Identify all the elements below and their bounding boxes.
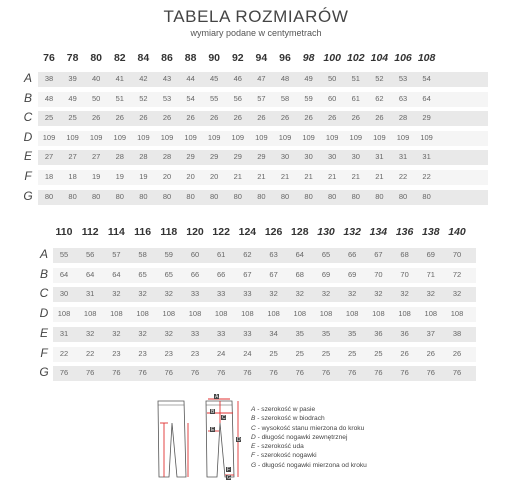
table-cell: 30 (351, 152, 360, 162)
table-cell: 32 (138, 289, 147, 299)
diagram-label: A (215, 394, 219, 400)
table-cell: 76 (452, 368, 462, 378)
table-cell: 25 (348, 348, 357, 358)
table-cell: 32 (400, 289, 409, 299)
table-cell: 26 (257, 113, 266, 123)
table-cell: 33 (190, 289, 200, 299)
table-cell: 24 (217, 348, 226, 358)
table-cell: 26 (426, 348, 435, 358)
table-cell: 80 (139, 191, 148, 201)
table-cell: 22 (422, 172, 431, 181)
diagram-label: E (211, 427, 215, 433)
table-cell: 80 (304, 191, 313, 201)
size-header: 112 (81, 226, 99, 238)
size-header: 76 (43, 52, 55, 64)
table-cell: 63 (269, 250, 278, 259)
table-cell: 21 (328, 172, 337, 181)
table-cell: 31 (375, 152, 384, 162)
size-header: 96 (279, 52, 291, 64)
size-header: 110 (55, 226, 73, 238)
table-cell: 60 (190, 250, 200, 259)
table-cell: 40 (92, 74, 101, 83)
table-cell: 31 (86, 289, 95, 299)
table-cell: 66 (217, 269, 226, 279)
table-cell: 56 (233, 93, 242, 103)
table-cell: 25 (68, 113, 77, 123)
table-cell: 32 (164, 289, 173, 299)
table-cell: 53 (398, 74, 408, 83)
row-label: C (39, 286, 49, 301)
table-cell: 21 (351, 172, 360, 181)
table-cell: 80 (257, 191, 266, 201)
size-header: 128 (291, 226, 309, 238)
size-header: 132 (343, 226, 361, 238)
table-cell: 109 (349, 132, 363, 142)
table-cell: 32 (269, 289, 278, 299)
table-cell: 39 (68, 74, 77, 83)
table-cell: 38 (452, 328, 462, 338)
table-cell: 109 (160, 132, 174, 142)
table-cell: 65 (164, 269, 173, 279)
table-cell: 28 (139, 152, 148, 162)
table-cell: 25 (321, 348, 331, 358)
table-cell: 76 (321, 368, 331, 378)
table-cell: 80 (328, 191, 337, 201)
legend-item: E - szerokość uda (251, 443, 304, 451)
table-cell: 63 (398, 93, 408, 103)
table-cell: 80 (186, 191, 195, 201)
page-title: TABELA ROZMIARÓW (163, 7, 349, 26)
table-cell: 76 (217, 368, 226, 378)
table-cell: 36 (374, 328, 383, 338)
legend-item: G - długość nogawki mierzona od kroku (251, 461, 367, 469)
table-cell: 60 (328, 93, 337, 103)
table-cell: 58 (138, 250, 147, 259)
table-cell: 32 (86, 328, 95, 338)
table-cell: 48 (44, 93, 54, 103)
table-cell: 27 (68, 152, 77, 162)
table-cell: 59 (164, 250, 173, 259)
table-cell: 108 (136, 309, 149, 319)
table-cell: 32 (138, 328, 147, 338)
table-cell: 80 (375, 191, 384, 201)
table-cell: 26 (186, 113, 195, 123)
row-label: E (39, 325, 48, 340)
row-label: E (23, 149, 32, 164)
table-cell: 25 (295, 348, 304, 358)
size-header: 120 (186, 226, 204, 238)
table-cell: 76 (269, 368, 278, 378)
table-cell: 26 (375, 113, 384, 123)
table-cell: 72 (452, 269, 462, 279)
table-cell: 32 (426, 289, 435, 299)
table-cell: 25 (44, 113, 54, 123)
size-header: 130 (317, 226, 335, 238)
size-header: 92 (231, 52, 244, 64)
table-cell: 26 (162, 113, 172, 123)
table-cell: 66 (348, 250, 357, 259)
table-cell: 22 (398, 172, 408, 181)
row-label: G (23, 188, 33, 203)
table-cell: 108 (398, 309, 411, 319)
legend-item: D - długość nogawki zewnętrznej (251, 433, 348, 441)
size-header: 140 (448, 226, 466, 238)
table-cell: 64 (86, 269, 95, 279)
trousers-diagram (148, 393, 248, 488)
table-cell: 57 (112, 250, 121, 259)
table-cell: 108 (267, 309, 280, 319)
table-cell: 109 (302, 132, 315, 142)
table-cell: 108 (293, 309, 307, 319)
table-cell: 32 (348, 289, 357, 299)
table-cell: 76 (190, 368, 200, 378)
table-cell: 76 (400, 368, 409, 378)
table-cell: 64 (422, 93, 431, 103)
table-cell: 80 (44, 191, 54, 201)
table-cell: 109 (396, 132, 410, 142)
table-cell: 71 (426, 269, 435, 279)
table-cell: 28 (398, 113, 408, 123)
row-label: D (23, 129, 33, 144)
table-cell: 64 (295, 250, 304, 259)
trousers-illustration (148, 393, 248, 483)
table-cell: 45 (210, 74, 219, 83)
table-cell: 32 (164, 328, 173, 338)
table-cell: 58 (280, 93, 290, 103)
table-cell: 109 (137, 132, 150, 142)
size-header: 80 (90, 52, 103, 64)
legend-item: C - wysokość stanu mierzona do kroku (251, 424, 365, 432)
table-cell: 52 (375, 74, 384, 83)
table-cell: 108 (450, 309, 464, 319)
table-cell: 108 (345, 309, 359, 319)
table-cell: 20 (162, 172, 172, 181)
size-header: 126 (264, 226, 283, 238)
table-cell: 50 (92, 93, 101, 103)
table-cell: 67 (374, 250, 383, 259)
size-header: 138 (422, 226, 440, 238)
table-cell: 108 (83, 309, 97, 319)
table-cell: 29 (186, 152, 195, 162)
table-cell: 32 (321, 289, 331, 299)
size-header: 82 (113, 52, 126, 64)
diagram-label: D (237, 437, 241, 443)
diagram-label: G (227, 475, 231, 481)
table-cell: 26 (115, 113, 124, 123)
legend-item: B - szerokość w biodrach (251, 415, 325, 423)
table-cell: 21 (233, 172, 242, 181)
table-cell: 62 (375, 93, 384, 103)
table-cell: 26 (92, 113, 101, 123)
table-cell: 32 (452, 289, 462, 299)
table-cell: 108 (319, 309, 333, 319)
table-cell: 30 (280, 152, 290, 162)
table-cell: 21 (304, 172, 313, 181)
table-cell: 26 (351, 113, 360, 123)
page-subtitle: wymiary podane w centymetrach (190, 28, 322, 38)
table-cell: 26 (233, 113, 242, 123)
size-header: 116 (134, 226, 152, 238)
table-cell: 22 (86, 348, 95, 358)
table-cell: 33 (243, 328, 252, 338)
table-cell: 55 (59, 250, 69, 259)
table-cell: 76 (59, 368, 69, 378)
table-cell: 80 (280, 191, 290, 201)
table-cell: 44 (186, 74, 195, 83)
table-cell: 109 (66, 132, 79, 142)
table-cell: 31 (398, 152, 408, 162)
table-cell: 109 (89, 132, 103, 142)
table-cell: 33 (217, 328, 226, 338)
table-cell: 49 (304, 74, 313, 83)
table-cell: 32 (374, 289, 383, 299)
row-label: C (23, 110, 33, 125)
table-cell: 33 (190, 328, 200, 338)
table-cell: 80 (115, 191, 124, 201)
table-cell: 26 (280, 113, 290, 123)
table-cell: 35 (295, 328, 304, 338)
table-cell: 55 (210, 93, 219, 103)
table-cell: 108 (110, 309, 123, 319)
table-cell: 70 (400, 269, 409, 279)
table-cell: 19 (92, 172, 101, 181)
table-cell: 56 (86, 250, 95, 259)
table-cell: 69 (321, 269, 331, 279)
diagram-label: C (222, 415, 226, 421)
table-cell: 64 (59, 269, 69, 279)
table-cell: 80 (351, 191, 360, 201)
table-cell: 108 (57, 309, 71, 319)
table-cell: 76 (138, 368, 147, 378)
table-cell: 70 (452, 250, 462, 259)
table-cell: 76 (295, 368, 304, 378)
table-cell: 51 (115, 93, 124, 103)
table-cell: 70 (374, 269, 383, 279)
row-label: G (39, 365, 49, 380)
table-cell: 53 (162, 93, 172, 103)
table-cell: 108 (188, 309, 202, 319)
table-cell: 108 (241, 309, 254, 319)
table-cell: 36 (400, 328, 409, 338)
table-cell: 76 (348, 368, 357, 378)
table-cell: 108 (214, 309, 228, 319)
legend-item: F - szerokość nogawki (251, 452, 317, 460)
table-cell: 18 (68, 172, 77, 181)
table-cell: 30 (59, 289, 69, 299)
table-cell: 80 (92, 191, 101, 201)
table-cell: 19 (139, 172, 148, 181)
table-cell: 34 (269, 328, 278, 338)
table-cell: 80 (210, 191, 219, 201)
row-label: B (23, 90, 32, 105)
table-cell: 51 (351, 74, 360, 83)
size-header: 134 (369, 226, 388, 238)
table-cell: 32 (112, 289, 121, 299)
table-cell: 108 (424, 309, 438, 319)
diagram-label: F (227, 467, 231, 473)
table-cell: 26 (304, 113, 313, 123)
size-header: 88 (184, 52, 197, 64)
table-cell: 61 (351, 93, 360, 103)
table-cell: 109 (184, 132, 197, 142)
table-cell: 64 (112, 269, 121, 279)
table-cell: 109 (255, 132, 268, 142)
table-cell: 66 (190, 269, 200, 279)
table-cell: 23 (190, 348, 200, 358)
table-cell: 26 (400, 348, 409, 358)
legend (251, 405, 367, 470)
row-label: A (23, 71, 32, 85)
table-cell: 80 (422, 191, 431, 201)
size-header: 108 (417, 52, 436, 64)
table-cell: 25 (269, 348, 278, 358)
table-cell: 26 (210, 113, 219, 123)
table-cell: 54 (422, 74, 431, 83)
table-cell: 109 (420, 132, 433, 142)
table-cell: 67 (243, 269, 252, 279)
table-cell: 68 (400, 250, 409, 259)
legend-item: A - szerokość w pasie (251, 406, 316, 413)
size-header: 90 (208, 52, 221, 64)
size-header: 78 (66, 52, 79, 64)
table-cell: 108 (162, 309, 176, 319)
row-label: A (39, 247, 48, 261)
table-cell: 76 (86, 368, 95, 378)
table-cell: 27 (44, 152, 54, 162)
table-cell: 65 (138, 269, 147, 279)
table-cell: 29 (233, 152, 242, 162)
table-cell: 109 (373, 132, 386, 142)
table-cell: 23 (112, 348, 121, 358)
table-cell: 21 (280, 172, 290, 181)
table-cell: 67 (269, 269, 278, 279)
table-cell: 109 (42, 132, 56, 142)
table-cell: 80 (233, 191, 242, 201)
table-cell: 50 (328, 74, 337, 83)
table-cell: 26 (452, 348, 462, 358)
size-header: 114 (107, 226, 125, 238)
table-cell: 33 (243, 289, 252, 299)
table-cell: 20 (210, 172, 219, 181)
table-cell: 18 (44, 172, 54, 181)
size-header: 106 (394, 52, 412, 64)
table-cell: 69 (348, 269, 357, 279)
table-cell: 57 (257, 93, 266, 103)
table-cell: 80 (68, 191, 77, 201)
table-cell: 31 (59, 328, 69, 338)
table-cell: 29 (422, 113, 431, 123)
table-cell: 68 (295, 269, 304, 279)
table-cell: 76 (164, 368, 173, 378)
row-label: F (24, 169, 32, 183)
table-cell: 28 (115, 152, 124, 162)
table-cell: 80 (398, 191, 408, 201)
size-header: 122 (212, 226, 230, 238)
table-cell: 76 (374, 368, 383, 378)
size-header: 86 (161, 52, 173, 64)
table-cell: 23 (138, 348, 147, 358)
table-cell: 108 (372, 309, 385, 319)
table-cell: 24 (243, 348, 252, 358)
table-cell: 30 (328, 152, 337, 162)
size-header: 104 (370, 52, 389, 64)
table-cell: 35 (321, 328, 331, 338)
size-header: 94 (255, 52, 268, 64)
table-cell: 29 (210, 152, 219, 162)
table-cell: 62 (243, 250, 252, 259)
table-cell: 26 (139, 113, 148, 123)
table-cell: 109 (113, 132, 127, 142)
table-cell: 46 (233, 74, 242, 83)
size-header: 98 (302, 52, 315, 64)
size-header: 100 (323, 52, 341, 64)
table-cell: 30 (304, 152, 313, 162)
table-cell: 33 (217, 289, 226, 299)
table-cell: 69 (426, 250, 435, 259)
table-cell: 109 (231, 132, 245, 142)
table-cell: 76 (426, 368, 435, 378)
table-cell: 109 (278, 132, 292, 142)
table-cell: 59 (304, 93, 313, 103)
row-label: F (40, 345, 48, 360)
size-header: 84 (137, 52, 150, 64)
table-cell: 27 (92, 152, 101, 162)
table-cell: 38 (44, 74, 54, 83)
table-cell: 26 (328, 113, 337, 123)
diagram-label: B (211, 409, 215, 415)
table-cell: 28 (162, 152, 172, 162)
table-cell: 29 (257, 152, 266, 162)
table-cell: 31 (422, 152, 431, 162)
table-cell: 76 (112, 368, 121, 378)
table-cell: 25 (374, 348, 383, 358)
size-header: 118 (160, 226, 178, 238)
size-header: 124 (238, 226, 257, 238)
table-cell: 52 (139, 93, 148, 103)
table-cell: 19 (115, 172, 124, 181)
table-cell: 35 (348, 328, 357, 338)
size-header: 102 (347, 52, 365, 64)
table-cell: 109 (207, 132, 221, 142)
table-cell: 65 (321, 250, 331, 259)
table-cell: 21 (375, 172, 384, 181)
table-cell: 41 (115, 74, 124, 83)
table-cell: 20 (186, 172, 195, 181)
table-cell: 80 (162, 191, 172, 201)
table-cell: 48 (280, 74, 290, 83)
table-cell: 43 (162, 74, 172, 83)
table-cell: 37 (426, 328, 435, 338)
table-cell: 23 (164, 348, 173, 358)
table-cell: 32 (112, 328, 121, 338)
table-cell: 76 (243, 368, 252, 378)
table-cell: 32 (295, 289, 304, 299)
row-label: D (39, 306, 49, 321)
table-cell: 49 (68, 93, 77, 103)
table-cell: 61 (217, 250, 226, 259)
table-cell: 21 (257, 172, 266, 181)
table-cell: 47 (257, 74, 266, 83)
row-label: B (39, 266, 48, 281)
size-header: 136 (395, 226, 414, 238)
table-cell: 109 (325, 132, 339, 142)
table-cell: 42 (139, 74, 148, 83)
table-cell: 22 (59, 348, 69, 358)
table-cell: 54 (186, 93, 195, 103)
